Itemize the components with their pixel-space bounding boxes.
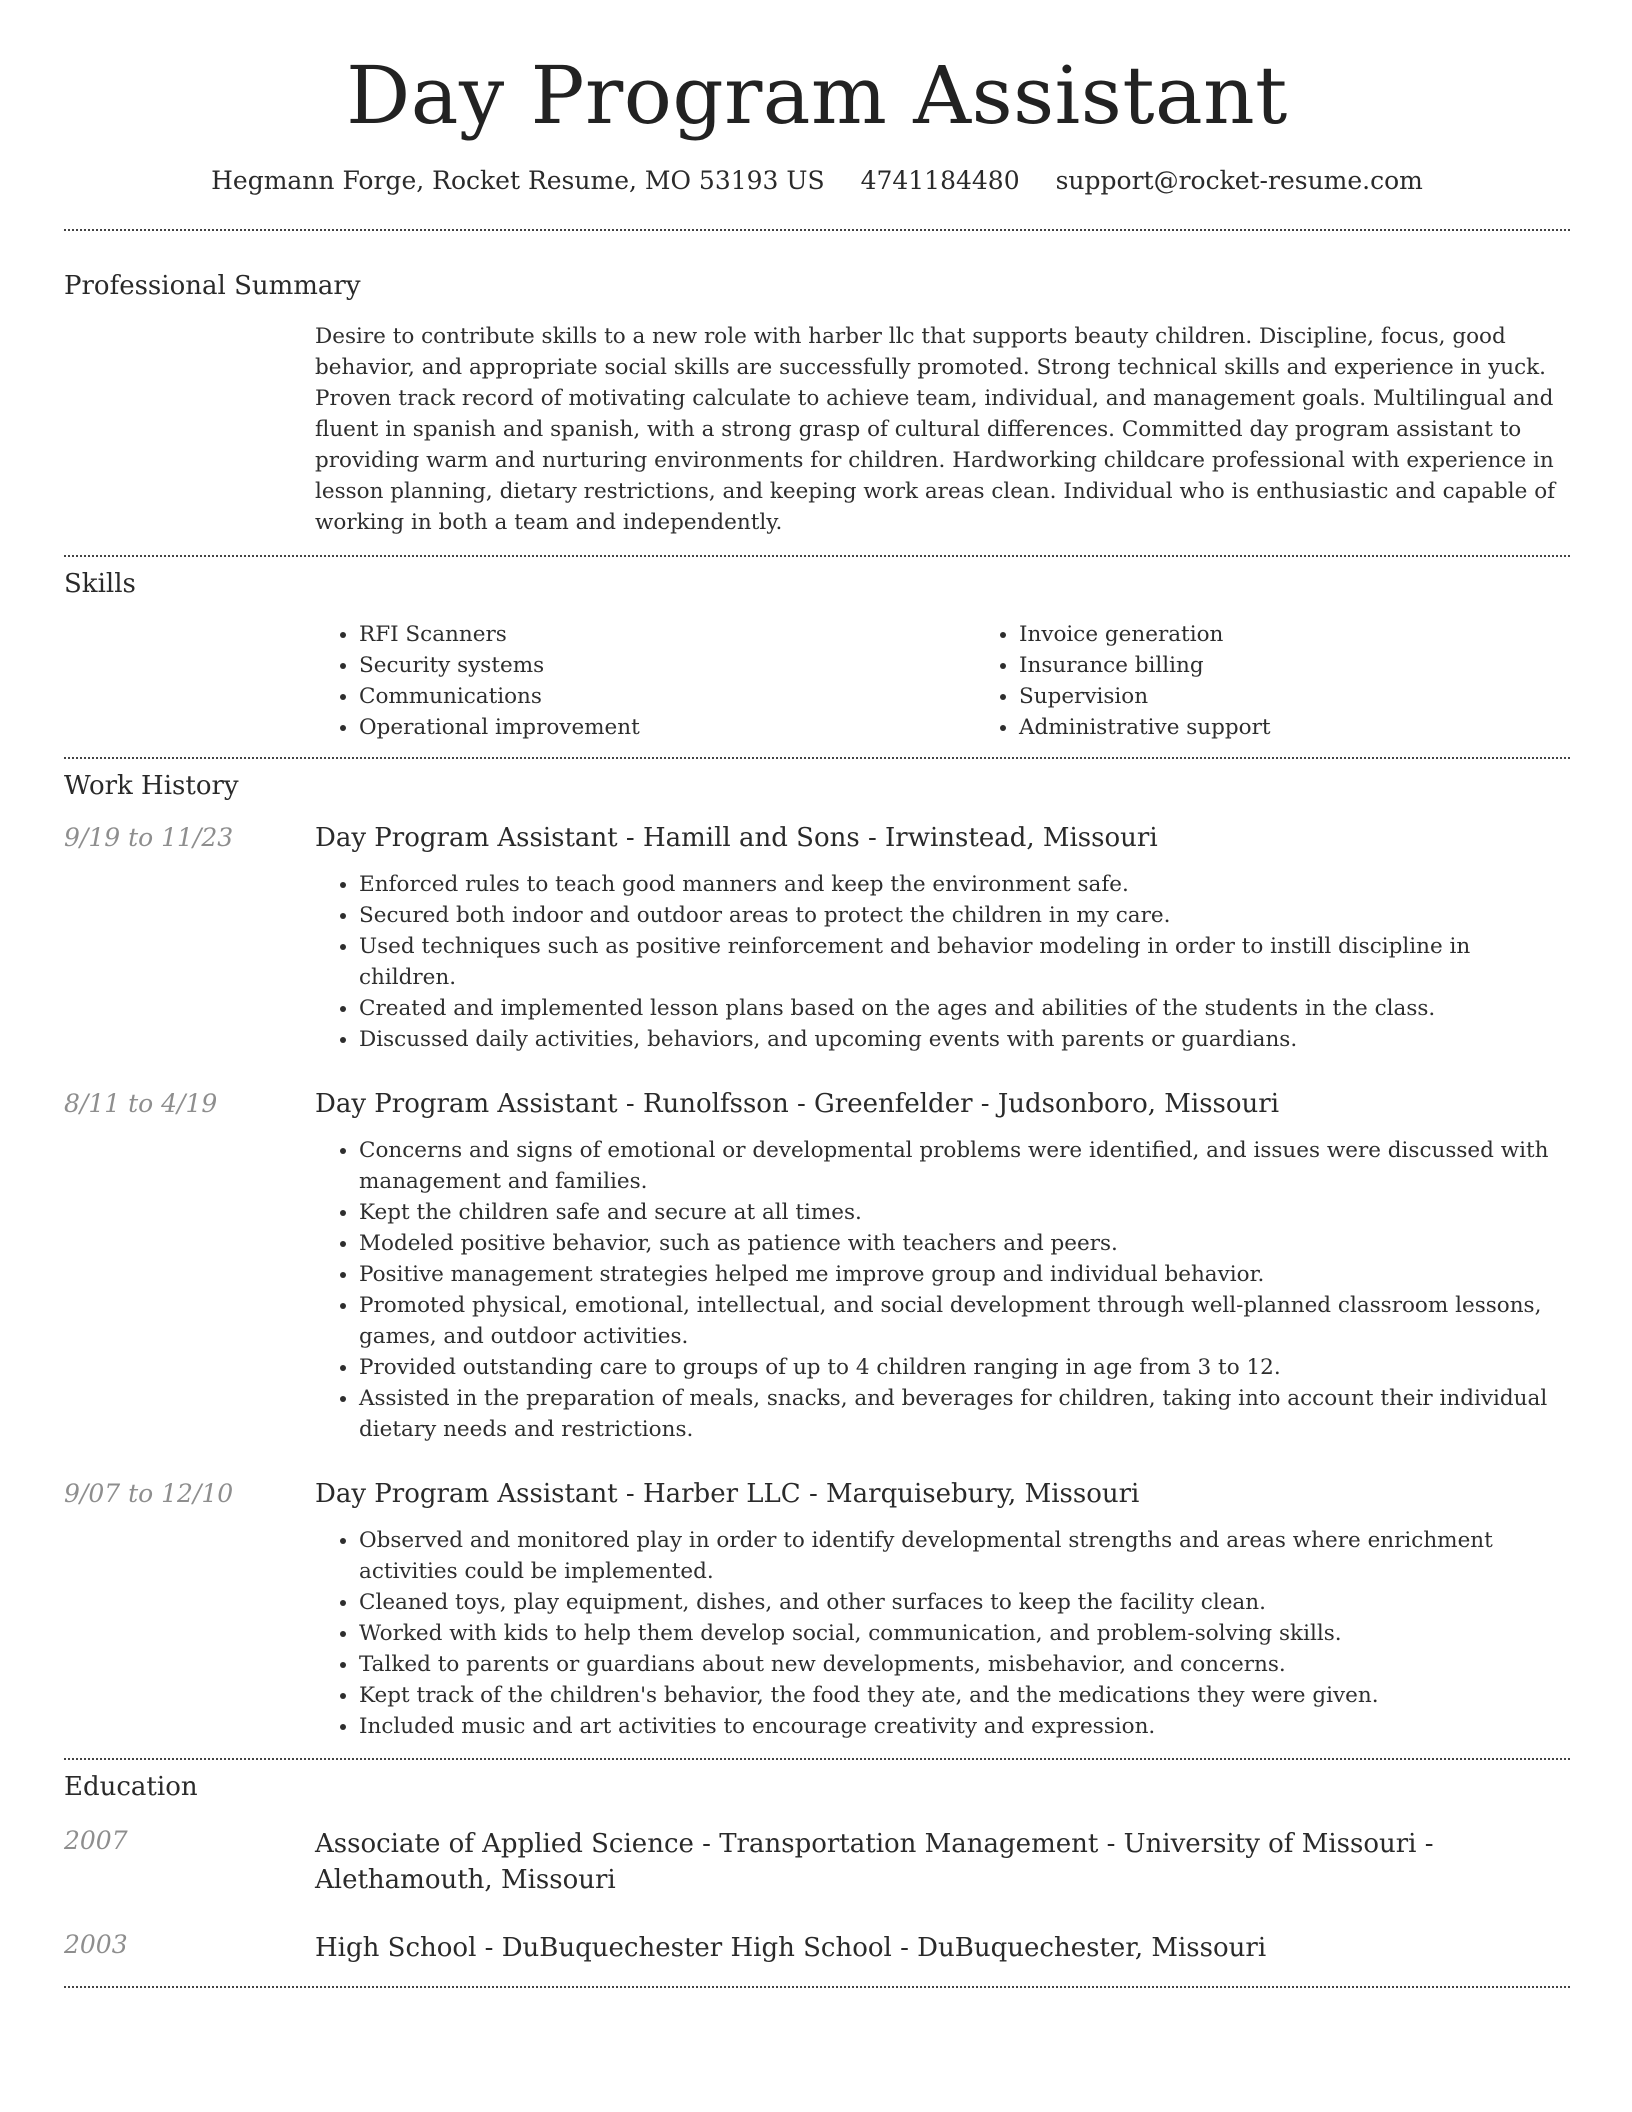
job-bullet: • Kept track of the children's behavior, the food they ate, and the medications they were given.: [359, 1680, 1570, 1711]
skill-item: • Security systems: [359, 650, 975, 681]
job-bullet: • Promoted physical, emotional, intellectual, and social development through well-planned classroom lessons, games, and outdoor activities.: [359, 1290, 1570, 1352]
skills-column-2: [975, 619, 1632, 743]
job-dates: 9/19 to 11/23: [64, 823, 234, 852]
job-dates: 8/11 to 4/19: [64, 1089, 218, 1118]
divider: [64, 1758, 1570, 1760]
job-entry: [64, 1479, 1570, 1742]
job-bullet: • Modeled positive behavior, such as patience with teachers and peers.: [359, 1228, 1570, 1259]
skill-item: • Supervision: [1019, 681, 1632, 712]
job-bullet: • Discussed daily activities, behaviors, and upcoming events with parents or guardians.: [359, 1024, 1570, 1055]
job-bullet: • Used techniques such as positive reinforcement and behavior modeling in order to instill discipline in children.: [359, 931, 1570, 993]
job-bullet: • Created and implemented lesson plans based on the ages and abilities of the students in the class.: [359, 993, 1570, 1024]
skill-item: • Insurance billing: [1019, 650, 1632, 681]
education-heading-text: High School - DuBuquechester High School - DuBuquechester, Missouri: [315, 1933, 1267, 1963]
education-entry: [64, 1930, 1570, 1966]
resume-page: [64, 0, 1570, 1988]
education-entry: [64, 1826, 1570, 1898]
skill-item: • Operational improvement: [359, 712, 975, 743]
job-bullets: [315, 1135, 1570, 1445]
job-bullets: [315, 869, 1570, 1055]
contact-line: [64, 166, 1570, 195]
work-heading: Work History: [64, 771, 239, 801]
divider: [64, 757, 1570, 759]
job-bullet: • Talked to parents or guardians about new developments, misbehavior, and concerns.: [359, 1649, 1570, 1680]
skills-list: [315, 619, 1632, 743]
skills-column-1: [315, 619, 975, 743]
job-bullet: • Provided outstanding care to groups of up to 4 children ranging in age from 3 to 12.: [359, 1352, 1570, 1383]
job-heading: Day Program Assistant - Runolfsson - Greenfelder - Judsonboro, Missouri: [315, 1089, 1280, 1119]
education-heading: Education: [64, 1772, 198, 1802]
job-entry: [64, 1089, 1570, 1445]
job-bullet: • Cleaned toys, play equipment, dishes, and other surfaces to keep the facility clean.: [359, 1587, 1570, 1618]
education-year: 2007: [64, 1826, 128, 1855]
contact-address: Hegmann Forge, Rocket Resume, MO 53193 US: [211, 166, 825, 195]
job-bullet: • Kept the children safe and secure at all times.: [359, 1197, 1570, 1228]
job-bullet: • Included music and art activities to encourage creativity and expression.: [359, 1711, 1570, 1742]
contact-phone: 4741184480: [860, 166, 1020, 195]
education-heading-text: Associate of Applied Science - Transportation Management - University of Missouri - Alethamouth, Missouri: [315, 1829, 1434, 1895]
divider: [64, 229, 1570, 231]
job-bullet: • Assisted in the preparation of meals, snacks, and beverages for children, taking into account their individual dietary needs and restrictions.: [359, 1383, 1570, 1445]
summary-text: Desire to contribute skills to a new role with harber llc that supports beauty children. Discipline, focus, good behavior, and appropriate social skills are successfully promoted. Strong technical skills and experience in yuck. Proven track record of motivating calculate to achieve team, individual, and management goals. Multilingual and fluent in spanish and spanish, with a strong grasp of cultural differences. Committed day program assistant to providing warm and nurturing environments for children. Hardworking childcare professional with experience in lesson planning, dietary restrictions, and keeping work areas clean. Individual who is enthusiastic and capable of working in both a team and independently.: [315, 324, 1556, 535]
job-entry: [64, 823, 1570, 1055]
divider: [64, 1986, 1570, 1988]
job-dates: 9/07 to 12/10: [64, 1479, 234, 1508]
divider: [64, 555, 1570, 557]
education-year: 2003: [64, 1930, 128, 1959]
skill-item: • Administrative support: [1019, 712, 1632, 743]
skill-item: • Invoice generation: [1019, 619, 1632, 650]
skills-spacer: [64, 619, 315, 743]
job-bullet: • Observed and monitored play in order to identify developmental strengths and areas where enrichment activities could be implemented.: [359, 1525, 1570, 1587]
job-bullets: [315, 1525, 1570, 1742]
summary-spacer: [64, 321, 315, 538]
job-bullet: • Concerns and signs of emotional or developmental problems were identified, and issues were discussed with management and families.: [359, 1135, 1570, 1197]
skill-item: • RFI Scanners: [359, 619, 975, 650]
job-bullet: • Enforced rules to teach good manners and keep the environment safe.: [359, 869, 1570, 900]
candidate-name: Day Program Assistant: [346, 49, 1288, 142]
contact-email: support@rocket-resume.com: [1055, 166, 1423, 195]
job-heading: Day Program Assistant - Harber LLC - Marquisebury, Missouri: [315, 1479, 1140, 1509]
skill-item: • Communications: [359, 681, 975, 712]
summary-heading: Professional Summary: [64, 271, 361, 301]
job-heading: Day Program Assistant - Hamill and Sons - Irwinstead, Missouri: [315, 823, 1158, 853]
job-bullet: • Positive management strategies helped me improve group and individual behavior.: [359, 1259, 1570, 1290]
job-bullet: • Secured both indoor and outdoor areas to protect the children in my care.: [359, 900, 1570, 931]
job-bullet: • Worked with kids to help them develop social, communication, and problem-solving skills.: [359, 1618, 1570, 1649]
skills-heading: Skills: [64, 569, 136, 599]
